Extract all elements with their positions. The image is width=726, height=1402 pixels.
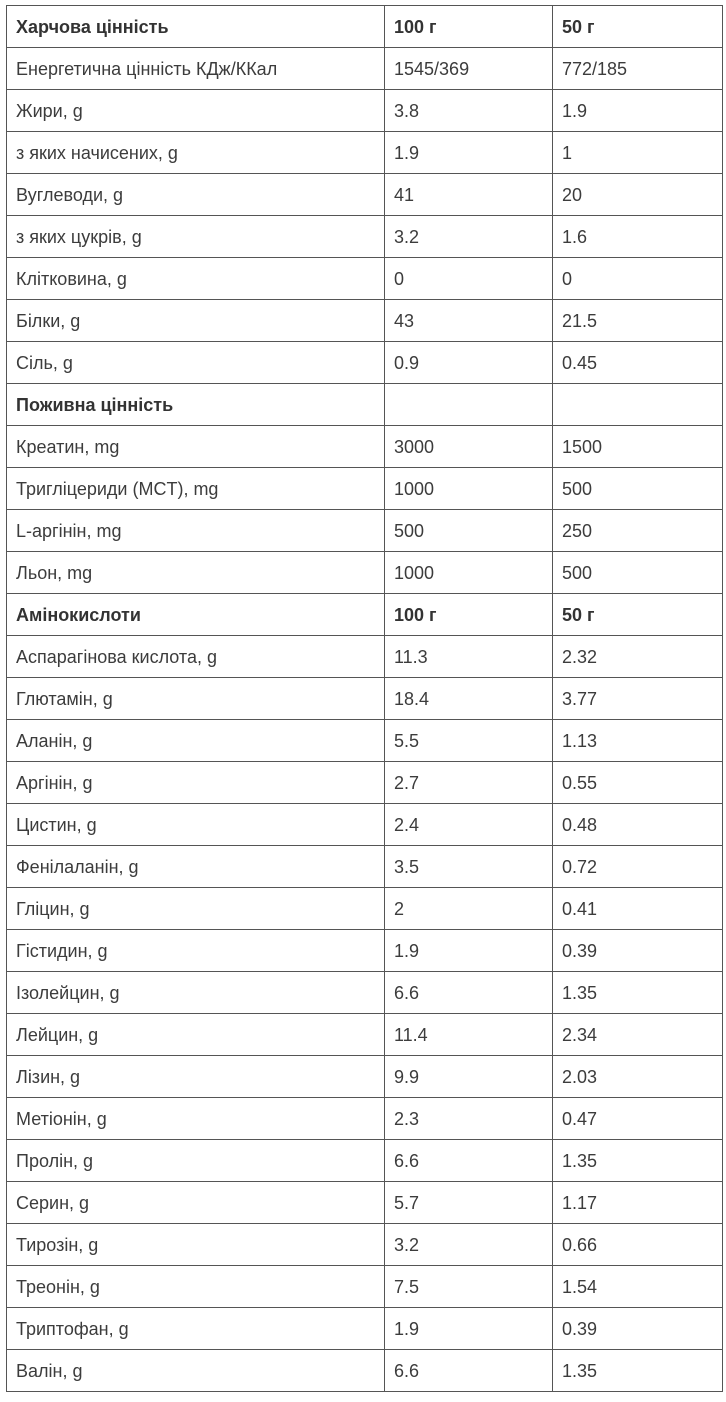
header-per-100g-cell: 100 г [385, 594, 553, 636]
per-50g-cell: 20 [553, 174, 723, 216]
table-row [7, 48, 723, 90]
name-cell: з яких цукрів, g [7, 216, 385, 258]
name-cell: Лізин, g [7, 1056, 385, 1098]
name-cell: Тригліцериди (MCT), mg [7, 468, 385, 510]
per-100g-cell: 500 [385, 510, 553, 552]
per-50g-cell: 0.39 [553, 930, 723, 972]
per-50g-cell: 250 [553, 510, 723, 552]
per-50g-cell: 2.34 [553, 1014, 723, 1056]
per-100g-cell: 1.9 [385, 132, 553, 174]
header-per-50g-cell [553, 384, 723, 426]
table-row [7, 132, 723, 174]
name-cell: з яких начисених, g [7, 132, 385, 174]
per-100g-cell: 3.5 [385, 846, 553, 888]
per-50g-cell: 21.5 [553, 300, 723, 342]
name-cell: Білки, g [7, 300, 385, 342]
per-100g-cell: 5.5 [385, 720, 553, 762]
table-row [7, 762, 723, 804]
name-cell: Гліцин, g [7, 888, 385, 930]
per-50g-cell: 0.66 [553, 1224, 723, 1266]
per-50g-cell: 0.39 [553, 1308, 723, 1350]
table-row [7, 468, 723, 510]
table-row [7, 342, 723, 384]
per-50g-cell: 1 [553, 132, 723, 174]
per-100g-cell: 1.9 [385, 1308, 553, 1350]
per-50g-cell: 1.9 [553, 90, 723, 132]
table-row [7, 510, 723, 552]
nutrition-table [6, 5, 723, 1392]
per-50g-cell: 0.72 [553, 846, 723, 888]
per-100g-cell: 2.3 [385, 1098, 553, 1140]
name-cell: Пролін, g [7, 1140, 385, 1182]
table-row [7, 1224, 723, 1266]
per-100g-cell: 41 [385, 174, 553, 216]
table-row [7, 1350, 723, 1392]
table-row [7, 1266, 723, 1308]
per-50g-cell: 772/185 [553, 48, 723, 90]
per-100g-cell: 2.4 [385, 804, 553, 846]
section-header-row [7, 6, 723, 48]
table-row [7, 636, 723, 678]
table-row [7, 888, 723, 930]
per-50g-cell: 1.6 [553, 216, 723, 258]
name-cell: Льон, mg [7, 552, 385, 594]
table-row [7, 1014, 723, 1056]
name-cell: Енергетична цінність КДж/ККал [7, 48, 385, 90]
per-100g-cell: 11.4 [385, 1014, 553, 1056]
per-50g-cell: 0 [553, 258, 723, 300]
table-row [7, 426, 723, 468]
per-100g-cell: 43 [385, 300, 553, 342]
per-100g-cell: 0.9 [385, 342, 553, 384]
per-100g-cell: 2.7 [385, 762, 553, 804]
table-row [7, 552, 723, 594]
section-header-row [7, 594, 723, 636]
per-50g-cell: 1.54 [553, 1266, 723, 1308]
per-100g-cell: 2 [385, 888, 553, 930]
table-row [7, 90, 723, 132]
header-name-cell: Поживна цінність [7, 384, 385, 426]
table-row [7, 846, 723, 888]
per-50g-cell: 0.47 [553, 1098, 723, 1140]
name-cell: Фенілаланін, g [7, 846, 385, 888]
per-50g-cell: 1.13 [553, 720, 723, 762]
per-100g-cell: 3.2 [385, 216, 553, 258]
name-cell: Валін, g [7, 1350, 385, 1392]
name-cell: Метіонін, g [7, 1098, 385, 1140]
name-cell: Цистин, g [7, 804, 385, 846]
name-cell: Лейцин, g [7, 1014, 385, 1056]
table-row [7, 720, 723, 762]
per-100g-cell: 1000 [385, 468, 553, 510]
name-cell: Глютамін, g [7, 678, 385, 720]
table-row [7, 1098, 723, 1140]
per-50g-cell: 500 [553, 552, 723, 594]
per-50g-cell: 1.35 [553, 1140, 723, 1182]
header-per-100g-cell [385, 384, 553, 426]
per-50g-cell: 1.35 [553, 1350, 723, 1392]
header-per-50g-cell: 50 г [553, 594, 723, 636]
per-100g-cell: 3.8 [385, 90, 553, 132]
per-50g-cell: 3.77 [553, 678, 723, 720]
name-cell: Жири, g [7, 90, 385, 132]
name-cell: Гістидин, g [7, 930, 385, 972]
name-cell: Триптофан, g [7, 1308, 385, 1350]
per-100g-cell: 1545/369 [385, 48, 553, 90]
per-100g-cell: 3.2 [385, 1224, 553, 1266]
per-50g-cell: 2.03 [553, 1056, 723, 1098]
per-50g-cell: 1500 [553, 426, 723, 468]
name-cell: L-аргінін, mg [7, 510, 385, 552]
per-100g-cell: 11.3 [385, 636, 553, 678]
per-100g-cell: 18.4 [385, 678, 553, 720]
table-row [7, 216, 723, 258]
table-row [7, 804, 723, 846]
name-cell: Клітковина, g [7, 258, 385, 300]
per-50g-cell: 500 [553, 468, 723, 510]
table-row [7, 1182, 723, 1224]
per-50g-cell: 1.35 [553, 972, 723, 1014]
name-cell: Тирозін, g [7, 1224, 385, 1266]
per-100g-cell: 1.9 [385, 930, 553, 972]
table-row [7, 300, 723, 342]
per-100g-cell: 7.5 [385, 1266, 553, 1308]
table-row [7, 258, 723, 300]
name-cell: Аргінін, g [7, 762, 385, 804]
per-100g-cell: 0 [385, 258, 553, 300]
per-50g-cell: 0.41 [553, 888, 723, 930]
per-50g-cell: 0.45 [553, 342, 723, 384]
per-50g-cell: 2.32 [553, 636, 723, 678]
per-100g-cell: 3000 [385, 426, 553, 468]
name-cell: Аспарагінова кислота, g [7, 636, 385, 678]
table-row [7, 174, 723, 216]
per-100g-cell: 9.9 [385, 1056, 553, 1098]
name-cell: Ізолейцин, g [7, 972, 385, 1014]
name-cell: Вуглеводи, g [7, 174, 385, 216]
table-row [7, 1056, 723, 1098]
section-header-row [7, 384, 723, 426]
name-cell: Аланін, g [7, 720, 385, 762]
header-per-100g-cell: 100 г [385, 6, 553, 48]
name-cell: Треонін, g [7, 1266, 385, 1308]
per-100g-cell: 5.7 [385, 1182, 553, 1224]
header-per-50g-cell: 50 г [553, 6, 723, 48]
nutrition-table-body [7, 6, 723, 1392]
table-row [7, 678, 723, 720]
per-50g-cell: 1.17 [553, 1182, 723, 1224]
per-100g-cell: 6.6 [385, 972, 553, 1014]
per-50g-cell: 0.55 [553, 762, 723, 804]
name-cell: Серин, g [7, 1182, 385, 1224]
table-row [7, 1308, 723, 1350]
per-50g-cell: 0.48 [553, 804, 723, 846]
table-row [7, 972, 723, 1014]
per-100g-cell: 6.6 [385, 1140, 553, 1182]
name-cell: Креатин, mg [7, 426, 385, 468]
per-100g-cell: 1000 [385, 552, 553, 594]
per-100g-cell: 6.6 [385, 1350, 553, 1392]
table-row [7, 1140, 723, 1182]
table-row [7, 930, 723, 972]
header-name-cell: Харчова цінність [7, 6, 385, 48]
name-cell: Сіль, g [7, 342, 385, 384]
header-name-cell: Амінокислоти [7, 594, 385, 636]
